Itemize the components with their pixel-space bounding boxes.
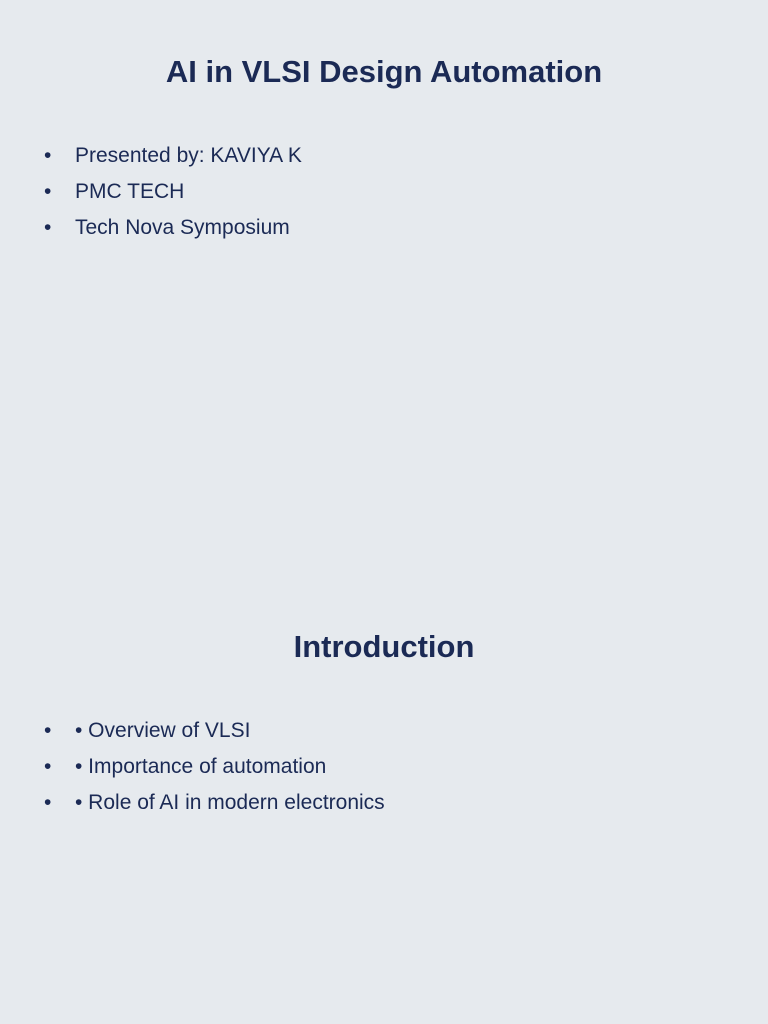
list-item-text: Presented by: KAVIYA K — [75, 144, 302, 167]
list-item-text: Tech Nova Symposium — [75, 216, 290, 239]
bullet-icon: • — [44, 719, 52, 742]
bullet-list — [0, 713, 385, 821]
list-item — [0, 713, 385, 749]
list-item — [0, 749, 385, 785]
list-item-text: PMC TECH — [75, 180, 185, 203]
list-item-text: • Overview of VLSI — [75, 719, 251, 742]
bullet-icon: • — [44, 755, 52, 778]
bullet-icon: • — [44, 216, 52, 239]
bullet-icon: • — [44, 180, 52, 203]
list-item-text: • Role of AI in modern electronics — [75, 791, 385, 814]
list-item — [0, 174, 302, 210]
list-item — [0, 785, 385, 821]
bullet-icon: • — [44, 791, 52, 814]
slide-title: Introduction — [293, 629, 475, 664]
list-item — [0, 210, 302, 246]
bullet-icon: • — [44, 144, 52, 167]
list-item-text: • Importance of automation — [75, 755, 327, 778]
list-item — [0, 138, 302, 174]
bullet-list — [0, 138, 302, 246]
slide-title: AI in VLSI Design Automation — [165, 54, 603, 89]
